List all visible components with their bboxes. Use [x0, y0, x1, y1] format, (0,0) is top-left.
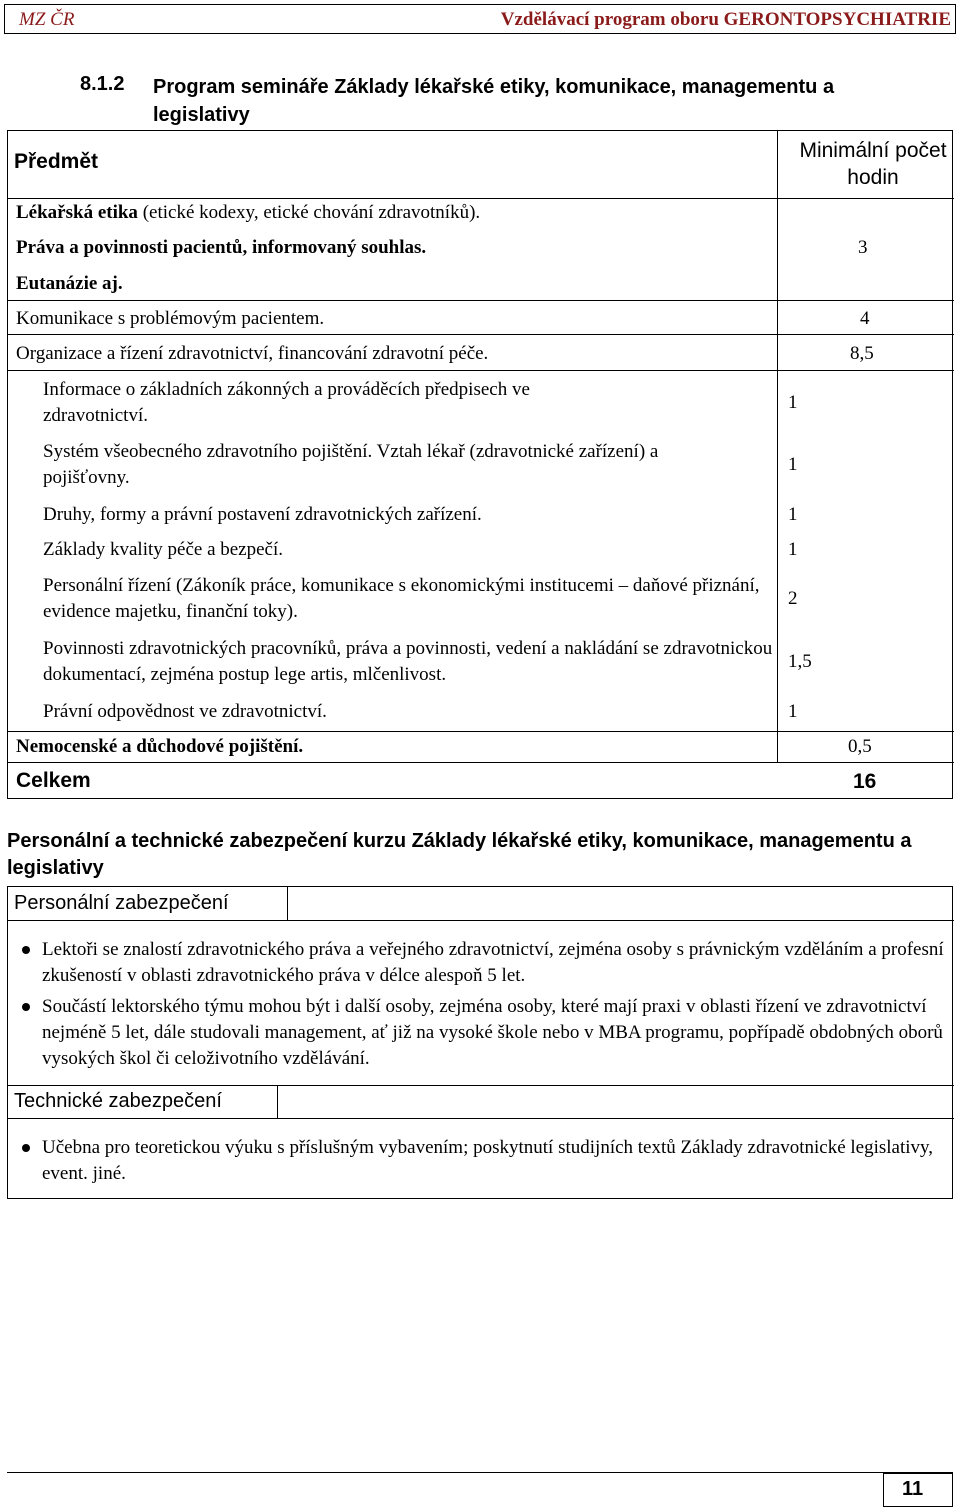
row-divider	[8, 300, 954, 301]
column-divider	[777, 131, 778, 762]
subrow-hours: 1,5	[788, 651, 812, 672]
row-divider	[8, 198, 954, 199]
row-total-hours: 16	[853, 770, 877, 793]
technical-item: Učebna pro teoretickou výuku s příslušným vybavením; poskytnutí studijních textů Základy zdravotnické legislativy, event. jiné.	[42, 1137, 934, 1184]
row-total-label: Celkem	[16, 769, 91, 792]
row-divider	[8, 731, 954, 732]
row-divider	[8, 762, 954, 763]
bullet-icon	[22, 1144, 30, 1152]
row-insurance-label: Nemocenské a důchodové pojištění.	[16, 736, 304, 757]
bullet-icon	[22, 946, 30, 954]
row-organization-label: Organizace a řízení zdravotnictví, financování zdravotní péče.	[16, 343, 489, 364]
personal-item: Součástí lektorského týmu mohou být i další osoby, zejména osoby, které mají praxi v oblasti řízení ve zdravotnictví nejméně 5 let, dále studovali management, ať již na vysoké škole nebo v MBA programu, popřípadě obdobných oborů vysokých škol či celoživotního vzdělávání.	[42, 996, 943, 1069]
column-header-subject: Předmět	[14, 150, 99, 173]
program-table	[7, 130, 953, 799]
personal-header: Personální zabezpečení	[8, 887, 288, 921]
row-organization-hours: 8,5	[850, 343, 874, 364]
subrow-hours: 2	[788, 588, 798, 609]
footer-rule	[7, 1472, 953, 1473]
subrow-label: Druhy, formy a právní postavení zdravotnických zařízení.	[43, 504, 482, 525]
section-title: Program semináře Základy lékařské etiky, komunikace, managementu a legislativy	[153, 76, 835, 126]
subrow-label: Právní odpovědnost ve zdravotnictví.	[43, 701, 327, 722]
subrow-label: Základy kvality péče a bezpečí.	[43, 539, 284, 560]
box-divider	[8, 920, 954, 921]
row-ethics-hours: 3	[858, 237, 868, 258]
header-program-title: Vzdělávací program oboru GERONTOPSYCHIATRIE	[500, 9, 951, 30]
subrow-hours: 1	[788, 701, 798, 722]
row-ethics-line1: Lékařská etika (etické kodexy, etické chování zdravotníků).	[16, 202, 481, 223]
personal-item: Lektoři se znalostí zdravotnického práva a veřejného zdravotnictví, zejména osoby s právnickým vzděláním a profesní zkušeností v oblasti zdravotnického práva v délce alespoň 5 let.	[42, 939, 944, 986]
header-ministry: MZ ČR	[19, 9, 75, 30]
subrow-hours: 1	[788, 392, 798, 413]
row-divider	[8, 370, 954, 371]
row-divider	[8, 334, 954, 335]
bullet-icon	[22, 1003, 30, 1011]
row-insurance-hours: 0,5	[848, 736, 872, 757]
personnel-box	[7, 886, 953, 1199]
section-number: 8.1.2	[80, 73, 125, 95]
technical-header: Technické zabezpečení	[8, 1085, 278, 1119]
page-number-box	[883, 1473, 953, 1507]
row-communication-hours: 4	[860, 308, 870, 329]
row-ethics-line3: Eutanázie aj.	[16, 273, 123, 294]
subrow-label: Systém všeobecného zdravotního pojištění. Vztah lékař (zdravotnické zařízení) a pojišťovny.	[43, 441, 659, 488]
subrow-hours: 1	[788, 504, 798, 525]
personnel-section-title: Personální a technické zabezpečení kurzu Základy lékařské etiky, komunikace, managementu a legislativy	[7, 830, 912, 879]
page-header	[4, 4, 956, 34]
row-ethics-line2: Práva a povinnosti pacientů, informovaný souhlas.	[16, 237, 427, 258]
subrow-hours: 1	[788, 539, 798, 560]
box-divider	[8, 1118, 954, 1119]
subrow-label: Povinnosti zdravotnických pracovníků, práva a povinnosti, vedení a nakládání se zdravotnickou dokumentací, zejména postup lege artis, mlčenlivost.	[43, 638, 773, 685]
subrow-hours: 1	[788, 454, 798, 475]
subrow-label: Personální řízení (Zákoník práce, komunikace s ekonomickými institucemi – daňové přiznání, evidence majetku, finanční toky).	[43, 575, 760, 622]
page-number: 11	[902, 1478, 924, 1500]
row-communication-label: Komunikace s problémovým pacientem.	[16, 308, 325, 329]
column-header-hours: Minimální počet hodin	[799, 139, 947, 189]
subrow-label: Informace o základních zákonných a prováděcích předpisech ve zdravotnictví.	[43, 379, 530, 426]
